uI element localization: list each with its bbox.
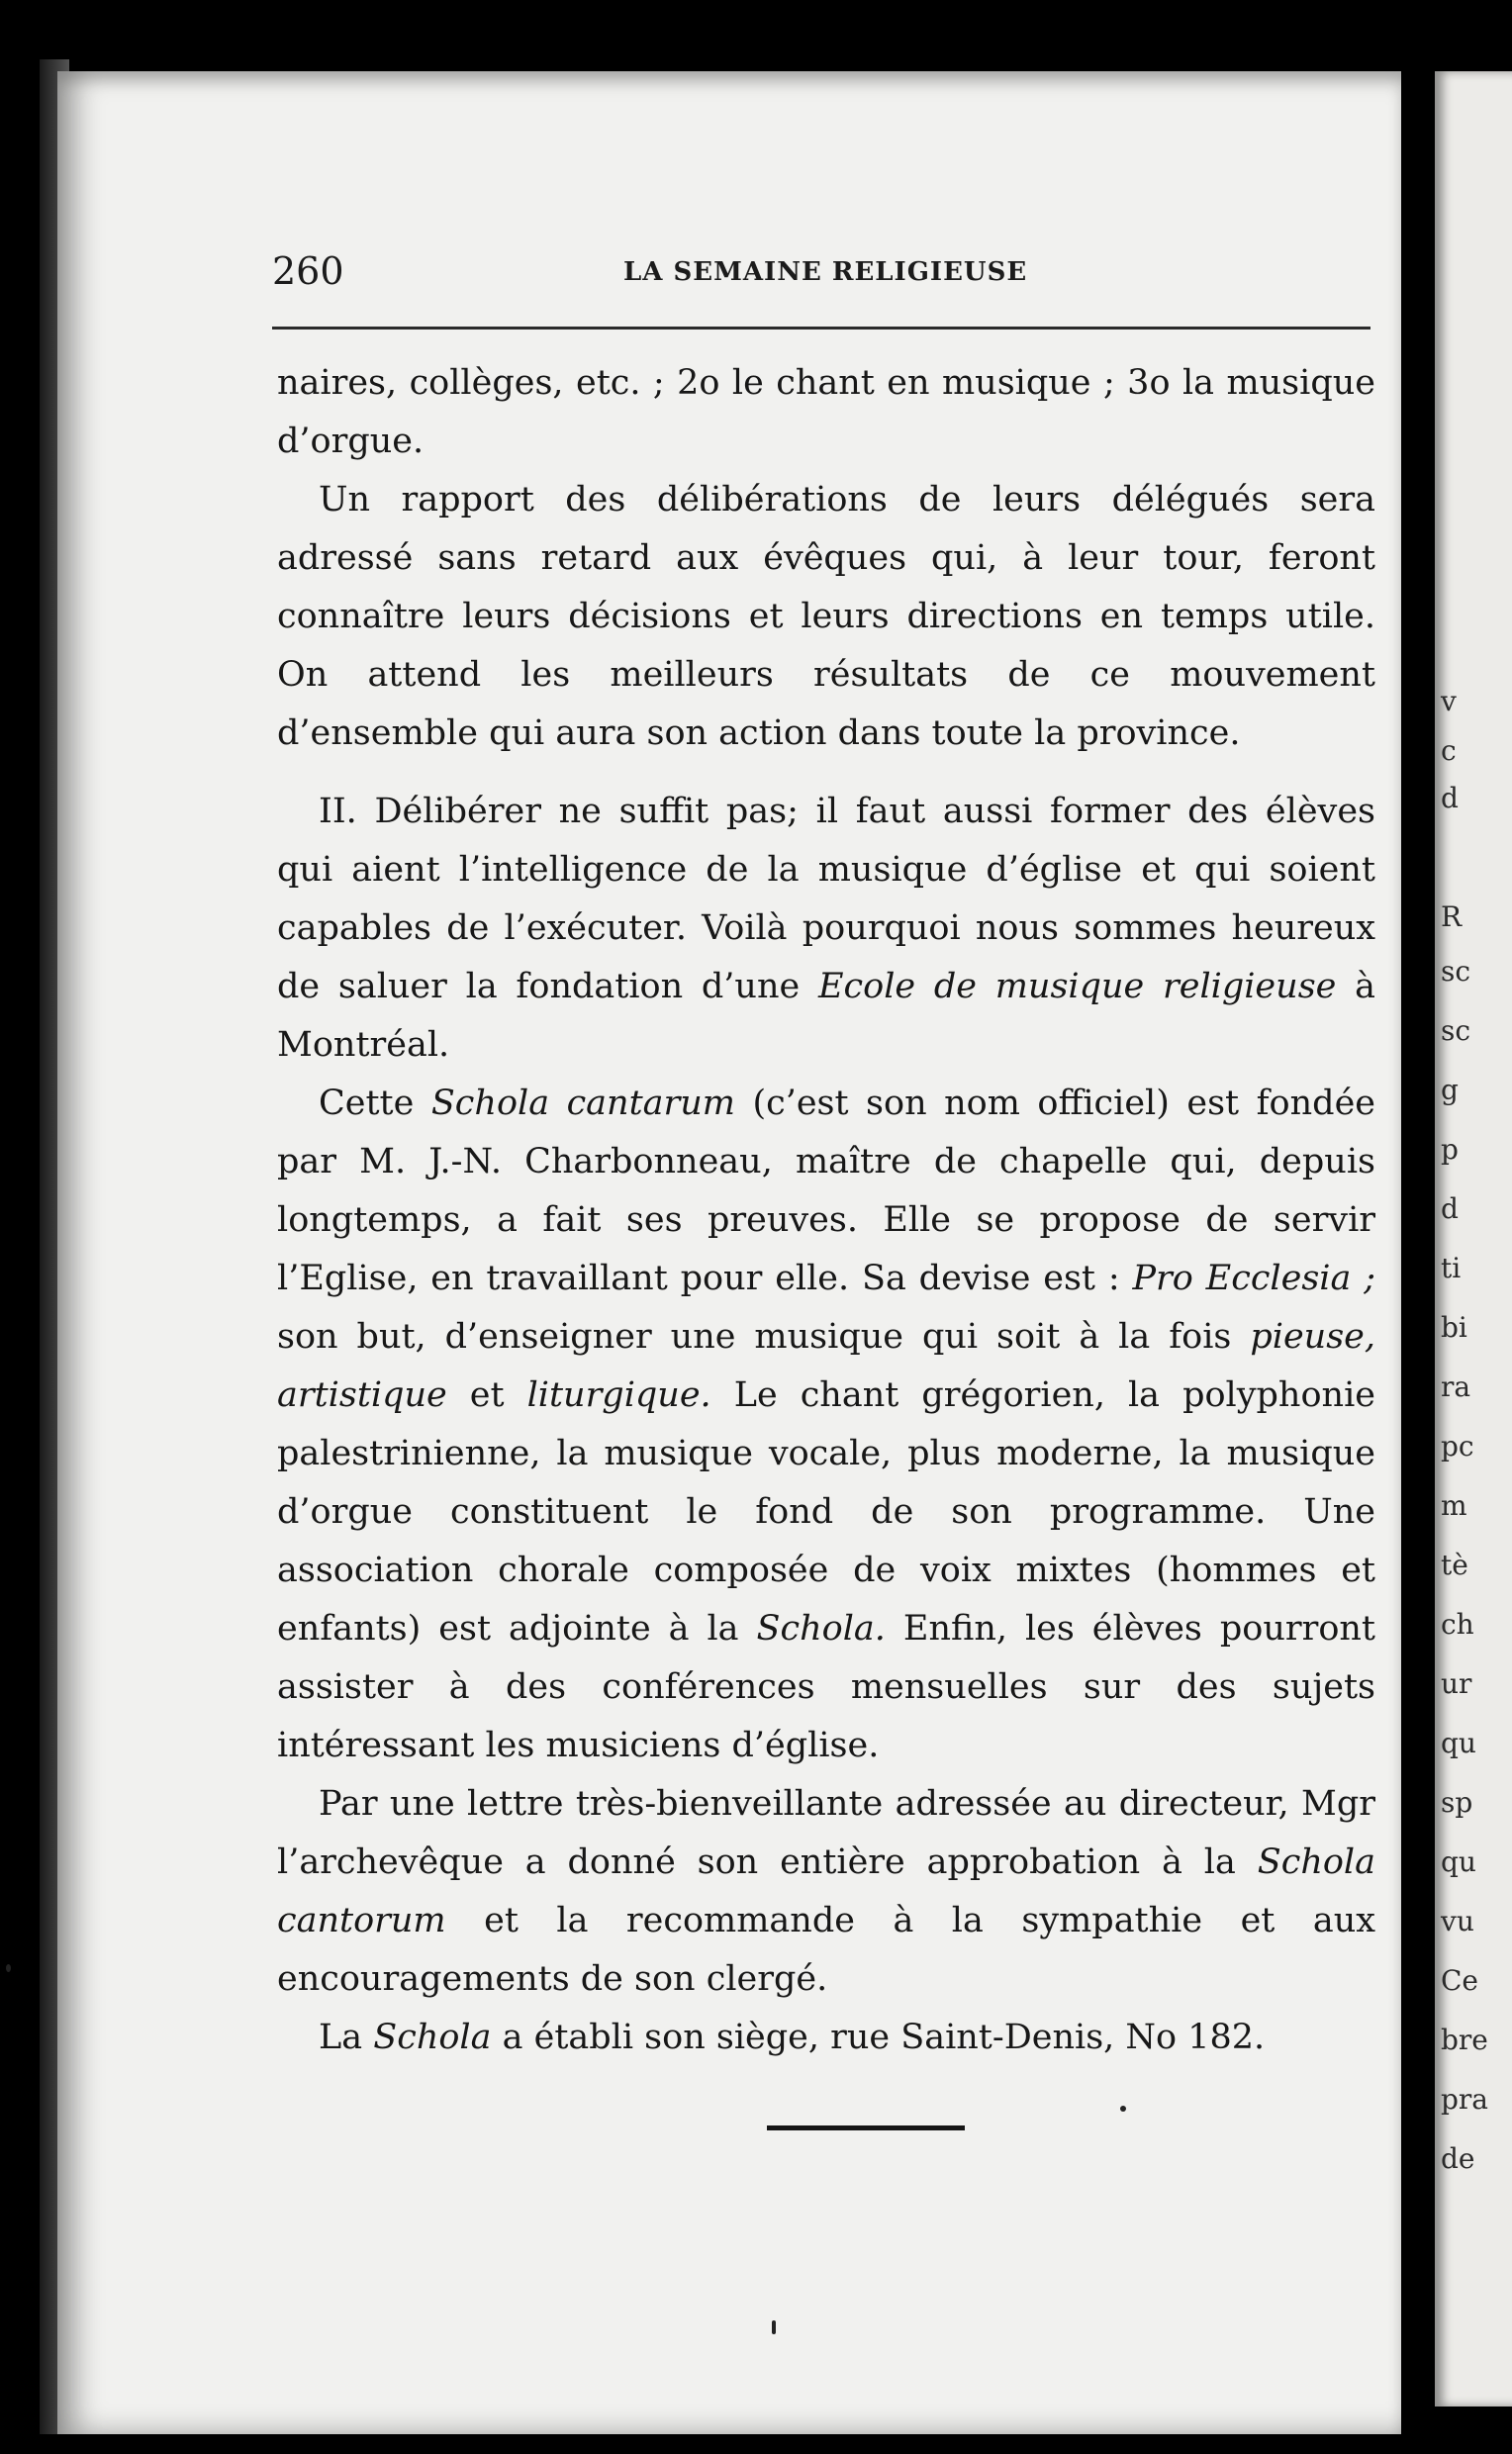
section-end-rule <box>767 2125 965 2130</box>
page-number: 260 <box>272 249 344 293</box>
text-run: La <box>319 2018 374 2057</box>
adjacent-page-fragment: sc <box>1441 955 1471 988</box>
adjacent-page-fragment: Ce <box>1441 1964 1478 1997</box>
body-text <box>277 354 1375 2067</box>
text-run: Le chant grégorien, la polyphonie palestrinienne, la musique vocale, plus moderne, la musique d’orgue constituent le fond de son programme. Une association chorale composée de voix mixtes (hommes et enfants) est adjointe à la <box>277 1375 1375 1649</box>
adjacent-page-fragment: v <box>1441 685 1457 717</box>
text-run: a établi son siège, rue Saint-Denis, No 182. <box>491 2018 1266 2057</box>
italic-text: Schola cantorum <box>277 1842 1375 1940</box>
adjacent-page-fragment: qu <box>1441 1727 1476 1759</box>
text-run: et la recommande à la sympathie et aux encouragements de son clergé. <box>277 1901 1375 1999</box>
adjacent-page-fragment: vu <box>1441 1905 1474 1937</box>
scan-speck <box>6 1964 11 1972</box>
adjacent-page-fragment: ti <box>1441 1252 1462 1284</box>
text-run: Enfin, les élèves pourront assister à des conférences mensuelles sur des sujets intéressant les musiciens d’église. <box>277 1609 1375 1765</box>
adjacent-page-fragment: bi <box>1441 1311 1467 1344</box>
running-head: LA SEMAINE RELIGIEUSE <box>623 257 1028 287</box>
adjacent-page-fragment: R <box>1441 900 1463 933</box>
adjacent-page-fragment: sc <box>1441 1014 1471 1047</box>
paragraph <box>277 1775 1375 2009</box>
adjacent-page-fragment: ra <box>1441 1370 1471 1403</box>
adjacent-page-fragment: de <box>1441 2142 1475 2175</box>
adjacent-page-fragment: pc <box>1441 1430 1474 1463</box>
page-header <box>272 249 1370 299</box>
paragraph-section-ii <box>277 783 1375 1075</box>
adjacent-page-fragment: bre <box>1441 2024 1488 2056</box>
paragraph <box>277 1075 1375 1775</box>
paragraph <box>277 2009 1375 2067</box>
italic-text: Ecole de musique religieuse <box>817 967 1337 1006</box>
adjacent-page-fragment: sp <box>1441 1786 1473 1819</box>
adjacent-page-fragment: g <box>1441 1074 1459 1106</box>
scan-speck <box>772 2320 776 2334</box>
italic-text: liturgique. <box>526 1375 711 1415</box>
adjacent-page-fragment: d <box>1441 782 1459 814</box>
header-rule <box>272 327 1370 330</box>
scan-speck <box>1120 2106 1126 2112</box>
text-run: à Montréal. <box>277 967 1375 1065</box>
text-run: et <box>446 1375 527 1415</box>
italic-text: pieuse, artistique <box>277 1317 1375 1415</box>
adjacent-page-fragment: d <box>1441 1192 1459 1225</box>
text-run: Par une lettre très-bienveillante adressée au directeur, Mgr l’archevêque a donné son entière approbation à la <box>277 1784 1375 1882</box>
paragraph: Un rapport des délibérations de leurs délégués sera adressé sans retard aux évêques qui, à leur tour, feront connaître leurs décisions et leurs directions en temps utile. On attend les meilleurs résultats de ce mouvement d’ensemble qui aura son action dans toute la province. <box>277 480 1375 753</box>
italic-text: Pro Ecclesia ; <box>1132 1259 1375 1298</box>
adjacent-page-edge <box>1435 71 1512 2407</box>
adjacent-page-fragment: c <box>1441 734 1457 767</box>
italic-text: Schola <box>373 2018 492 2057</box>
adjacent-page-fragment: ur <box>1441 1667 1472 1700</box>
text-run: son but, d’enseigner une musique qui soit à la fois <box>277 1317 1251 1357</box>
text-run: (c’est son nom officiel) est fondée par M. J.-N. Charbonneau, maître de chapelle qui, depuis longtemps, a fait ses preuves. Elle se propose de servir l’Eglise, en travaillant pour elle. Sa devise est : <box>277 1084 1375 1298</box>
italic-text: Schola cantarum <box>430 1084 735 1123</box>
adjacent-page-fragment: tè <box>1441 1549 1468 1581</box>
italic-text: Schola. <box>756 1609 886 1649</box>
adjacent-page-fragment: p <box>1441 1133 1459 1166</box>
text-run: II. Délibérer ne suffit pas; il faut aussi former des élèves qui aient l’intelligence de la musique d’église et qui soient capables de l’exécuter. Voilà pourquoi nous sommes heureux de saluer la fondation d’une <box>277 792 1375 1006</box>
adjacent-page-fragment: ch <box>1441 1608 1474 1641</box>
paragraph-continued: naires, collèges, etc. ; 2o le chant en musique ; 3o la musique d’orgue. <box>277 363 1375 461</box>
adjacent-page-fragment: pra <box>1441 2083 1489 2116</box>
text-run: Cette <box>319 1084 431 1123</box>
adjacent-page-fragment: m <box>1441 1489 1467 1522</box>
adjacent-page-fragment: qu <box>1441 1845 1476 1878</box>
